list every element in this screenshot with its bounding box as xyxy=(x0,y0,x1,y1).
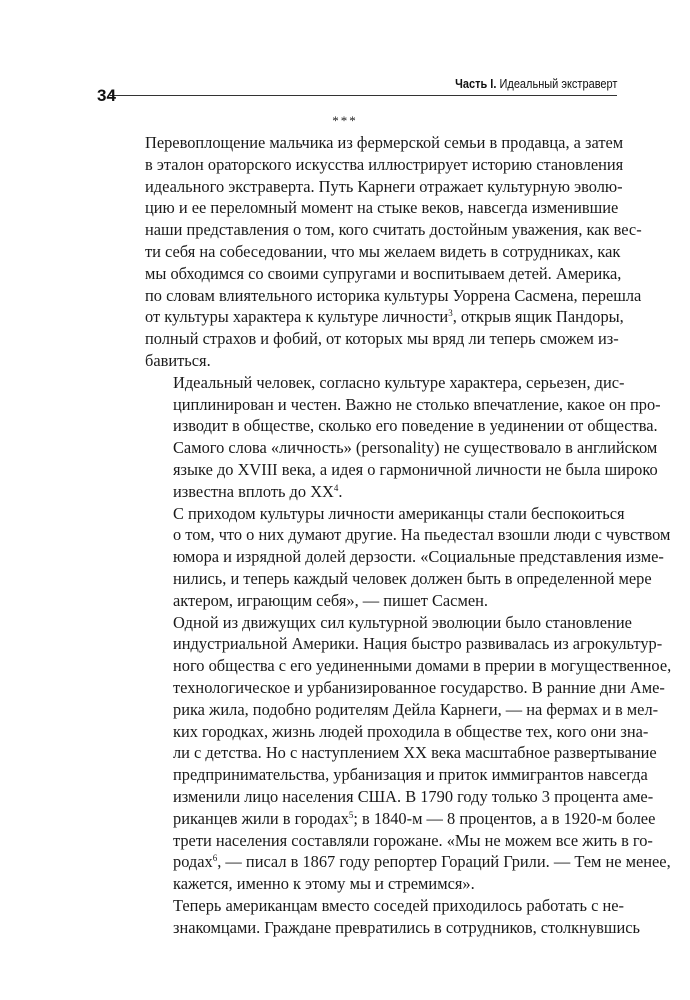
text-line: мы обходимся со своими супругами и воспитываем детей. Америка, xyxy=(145,263,622,283)
running-head-title: Идеальный экстраверт xyxy=(499,77,617,91)
paragraph xyxy=(145,503,671,612)
text-line: изменили лицо населения США. В 1790 году только 3 процента аме- xyxy=(173,786,654,806)
text-line: рика жила, подобно родителям Дейла Карнеги, — на фермах и в мел- xyxy=(173,699,659,719)
text-line: ли с детства. Но с наступлением XX века масштабное развертывание xyxy=(173,743,657,763)
paragraph xyxy=(145,372,661,503)
text-line: ких городках, жизнь людей проходила в обществе тех, кого они зна- xyxy=(173,721,649,741)
text-line: о том, что о них думают другие. На пьедестал взошли люди с чувством xyxy=(173,525,671,545)
text-line: Идеальный человек, согласно культуре характера, серьезен, дис- xyxy=(173,372,625,392)
text-line: технологическое и урбанизированное государство. В ранние дни Аме- xyxy=(173,677,665,697)
text-line xyxy=(145,851,671,873)
text-line: предпринимательства, урбанизация и приток иммигрантов навсегда xyxy=(173,765,648,785)
text-fragment: риканцев жили в городах xyxy=(173,808,349,828)
text-fragment: родах xyxy=(173,852,213,872)
text-fragment: от культуры характера к культуре личности xyxy=(145,307,449,327)
text-line: циплинирован и честен. Важно не столько впечатление, какое он про- xyxy=(173,394,661,414)
text-fragment: известна вплоть до XX xyxy=(173,481,334,501)
text-line: изводит в обществе, сколько его поведение в уединении от общества. xyxy=(173,416,658,436)
page-number: 34 xyxy=(97,86,116,105)
text-line: Теперь американцам вместо соседей приходилось работать с не- xyxy=(173,895,624,915)
text-line xyxy=(145,481,617,503)
text-line: Перевоплощение мальчика из фермерской семьи в продавца, а затем xyxy=(145,133,624,152)
running-head-part: Часть I. xyxy=(454,77,496,91)
footnote-ref: 4 xyxy=(333,482,339,493)
text-line: Самого слова «личность» (personality) не существовало в английском xyxy=(173,438,658,458)
text-line: наши представления о том, кого считать достойным уважения, как вес- xyxy=(145,220,642,240)
text-line: бавиться. xyxy=(145,350,211,370)
text-line: цию и ее переломный момент на стыке веков, навсегда изменившие xyxy=(145,198,619,218)
section-separator: *** xyxy=(332,113,358,128)
text-line xyxy=(145,808,656,830)
body-text xyxy=(145,132,672,938)
footnote-ref: 6 xyxy=(212,853,218,864)
text-line: Одной из движущих сил культурной эволюции было становление xyxy=(173,612,632,632)
text-line: трети населения составляли горожане. «Мы не можем все жить в го- xyxy=(173,830,653,850)
text-line xyxy=(145,306,624,328)
text-line: юмора и изрядной долей дерзости. «Социальные представления изме- xyxy=(173,547,664,567)
header-rule xyxy=(110,95,617,96)
text-line: ного общества с его уединенными домами в прерии в могущественное, xyxy=(173,656,672,676)
text-line: языке до XVIII века, а идея о гармоничной личности не была широко xyxy=(173,459,658,479)
text-line: кажется, именно к этому мы и стремимся». xyxy=(173,874,475,894)
text-line: ти себя на собеседовании, что мы желаем видеть в сотрудниках, как xyxy=(145,241,621,261)
text-fragment: ; в 1840-м — 8 процентов, а в 1920-м более xyxy=(353,808,656,828)
text-fragment: . xyxy=(338,481,343,501)
text-fragment: , — писал в 1867 году репортер Гораций Грили. — Тем не менее, xyxy=(217,852,671,872)
text-line: нились, и теперь каждый человек должен быть в определенной мере xyxy=(173,568,652,588)
footnote-ref: 3 xyxy=(448,308,453,319)
paragraph xyxy=(145,612,672,895)
text-line: С приходом культуры личности американцы стали беспокоиться xyxy=(173,503,625,523)
text-line: знакомцами. Граждане превратились в сотрудников, столкнувшись xyxy=(173,917,640,937)
text-line: идеального экстраверта. Путь Карнеги отражает культурную эволю- xyxy=(145,176,623,196)
text-line: индустриальной Америки. Нация быстро развивалась из агрокультур- xyxy=(173,634,663,654)
text-line: по словам влиятельного историка культуры Уоррена Сасмена, перешла xyxy=(145,285,642,305)
footnote-ref: 5 xyxy=(348,809,354,820)
text-line: в эталон ораторского искусства иллюстрирует историю становления xyxy=(145,154,624,174)
paragraph xyxy=(145,132,642,372)
running-head xyxy=(455,77,617,91)
text-line: полный страхов и фобий, от которых мы вряд ли теперь сможем из- xyxy=(145,329,619,349)
paragraph xyxy=(145,895,640,939)
text-fragment: , открыв ящик Пандоры, xyxy=(452,307,624,327)
text-line: актером, играющим себя», — пишет Сасмен. xyxy=(173,590,488,610)
